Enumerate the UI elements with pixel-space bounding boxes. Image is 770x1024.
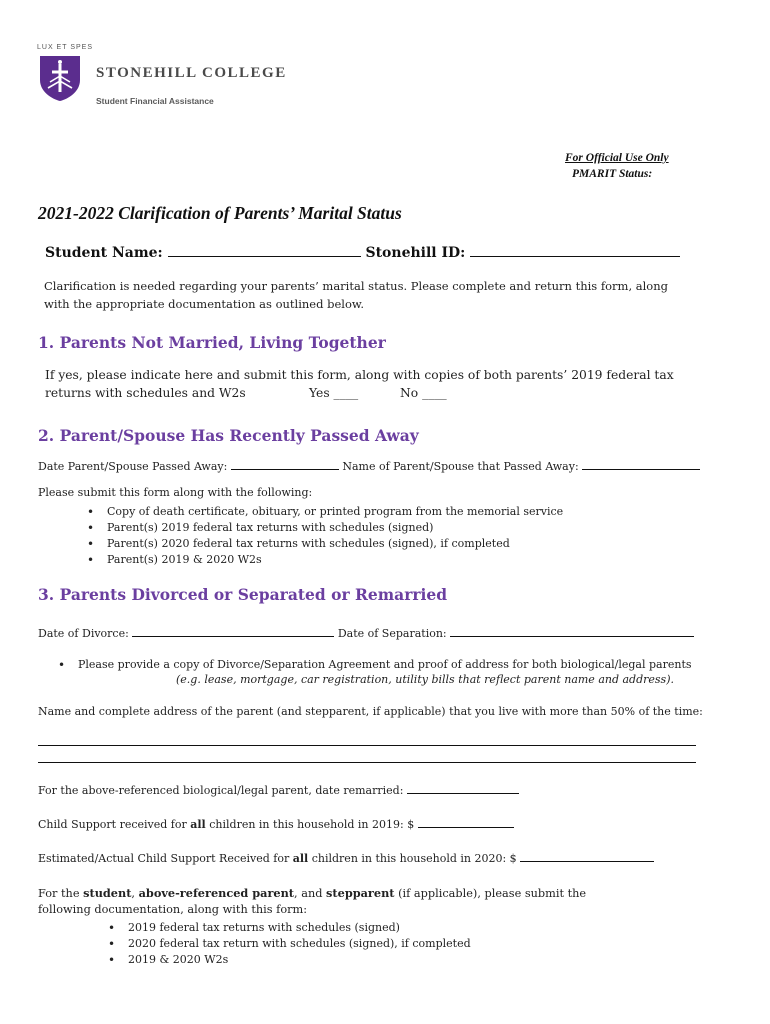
student-name-field[interactable] <box>168 242 361 257</box>
department-name: Student Financial Assistance <box>96 96 214 106</box>
stonehill-id-field[interactable] <box>470 242 680 257</box>
child-support-2020-field[interactable] <box>520 850 654 862</box>
section1-heading: 1. Parents Not Married, Living Together <box>38 333 386 352</box>
address-line-2[interactable] <box>38 762 696 763</box>
list-item: • 2020 federal tax return with schedules (signed), if completed <box>108 936 471 952</box>
address-prompt: Name and complete address of the parent (and stepparent, if applicable) that you live with more than 50% of the time: <box>38 705 703 718</box>
separation-date-label: Date of Separation: <box>337 627 447 640</box>
intro-paragraph: Clarification is needed regarding your parents’ marital status. Please complete and return this form, along with the appropriate documentation as outlined below. <box>44 279 668 311</box>
separation-date-field[interactable] <box>450 625 694 637</box>
section1-no-option[interactable]: No ____ <box>400 386 447 400</box>
section2-heading: 2. Parent/Spouse Has Recently Passed Away <box>38 426 419 445</box>
list-item: • 2019 & 2020 W2s <box>108 952 471 968</box>
cs2019-text: Child Support received for <box>38 818 191 831</box>
section3-bullet-note: (e.g. lease, mortgage, car registration, utility bills that reflect parent name and address). <box>176 673 674 686</box>
doc-bold-stepparent: stepparent <box>326 886 395 900</box>
address-line-1[interactable] <box>38 745 696 746</box>
section2-instruction: Please submit this form along with the following: <box>38 486 313 499</box>
section3-doc-list <box>108 920 471 968</box>
doc-text: For the <box>38 887 84 900</box>
college-shield-icon <box>38 54 82 102</box>
name-passed-label: Name of Parent/Spouse that Passed Away: <box>342 460 579 473</box>
child-support-2019-row <box>38 816 514 831</box>
section1-text-line2: returns with schedules and W2s <box>45 386 246 400</box>
stonehill-id-label: Stonehill ID: <box>365 245 466 261</box>
remarried-row <box>38 782 519 797</box>
section1-text-line1: If yes, please indicate here and submit this form, along with copies of both parents’ 2019 federal tax <box>45 368 674 382</box>
doc-text: (if applicable), please submit the <box>394 887 587 900</box>
section2-date-row <box>38 458 700 473</box>
doc-bold-parent: above-referenced parent <box>138 886 295 900</box>
doc-bold-student: student <box>83 886 132 900</box>
doc-sep: , and <box>294 887 327 900</box>
cs2019-text-post: children in this household in 2019: $ <box>205 818 415 831</box>
cs2020-text-post: children in this household in 2020: $ <box>308 852 517 865</box>
doc-line2: following documentation, along with this form: <box>38 903 308 916</box>
section3-bullet-list <box>58 657 692 673</box>
student-name-label: Student Name: <box>45 245 163 261</box>
section2-doc-list <box>87 504 563 568</box>
child-support-2020-row <box>38 850 654 865</box>
date-passed-label: Date Parent/Spouse Passed Away: <box>38 460 228 473</box>
cs2020-text: Estimated/Actual Child Support Received for <box>38 852 293 865</box>
doc-sep: , <box>131 887 139 900</box>
list-item: • Parent(s) 2019 & 2020 W2s <box>87 552 563 568</box>
section3-date-row <box>38 625 694 640</box>
remarried-label: For the above-referenced biological/legal parent, date remarried: <box>38 784 404 797</box>
college-motto: LUX ET SPES <box>37 44 94 51</box>
divorce-date-field[interactable] <box>132 625 334 637</box>
cs2019-bold: all <box>190 818 206 831</box>
date-passed-field[interactable] <box>231 458 339 470</box>
child-support-2019-field[interactable] <box>418 816 514 828</box>
section3-heading: 3. Parents Divorced or Separated or Remarried <box>38 585 448 604</box>
divorce-date-label: Date of Divorce: <box>38 627 129 640</box>
list-item: • Parent(s) 2020 federal tax returns with schedules (signed), if completed <box>87 536 563 552</box>
pmarit-status-label: PMARIT Status: <box>572 168 653 180</box>
section1-yes-option[interactable]: Yes ____ <box>309 386 359 400</box>
list-item: • Please provide a copy of Divorce/Separation Agreement and proof of address for both biological/legal parents <box>58 657 692 673</box>
document-title: 2021-2022 Clarification of Parents’ Marital Status <box>38 203 402 223</box>
cs2020-bold: all <box>292 852 309 865</box>
college-name: STONEHILL COLLEGE <box>96 65 287 81</box>
list-item: • 2019 federal tax returns with schedules (signed) <box>108 920 471 936</box>
list-item: • Copy of death certificate, obituary, or printed program from the memorial service <box>87 504 563 520</box>
official-use-label: For Official Use Only <box>565 152 669 164</box>
list-item: • Parent(s) 2019 federal tax returns with schedules (signed) <box>87 520 563 536</box>
student-info-row <box>45 242 680 261</box>
name-passed-field[interactable] <box>582 458 700 470</box>
documentation-paragraph <box>38 885 658 918</box>
remarried-date-field[interactable] <box>407 782 519 794</box>
